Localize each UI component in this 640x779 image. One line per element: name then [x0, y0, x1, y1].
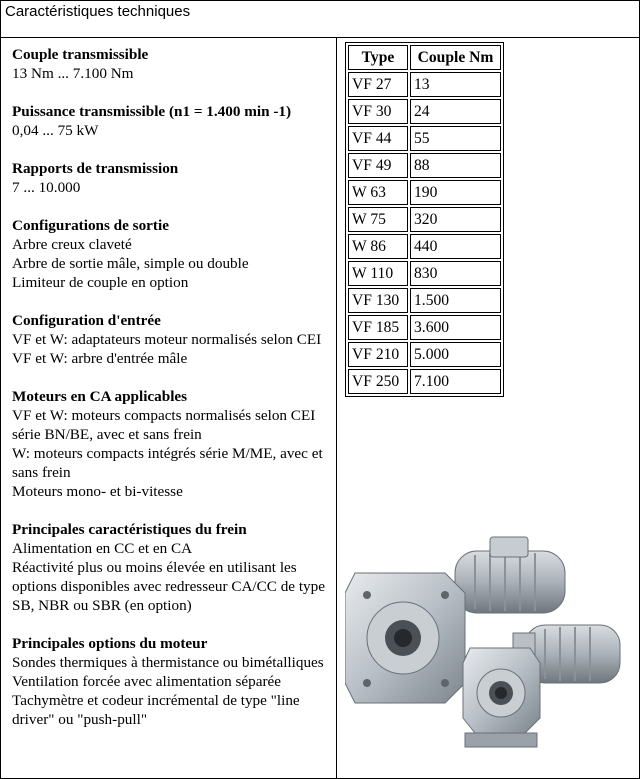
torque-cell: 1.500	[410, 288, 501, 313]
type-cell: VF 185	[348, 315, 408, 340]
torque-table	[345, 42, 504, 397]
section-line: Moteurs mono- et bi-vitesse	[12, 483, 183, 500]
table-row	[348, 261, 501, 286]
table-row	[348, 369, 501, 394]
torque-cell: 5.000	[410, 342, 501, 367]
type-cell: VF 210	[348, 342, 408, 367]
large-motor	[455, 537, 565, 613]
section-line: 7 ... 10.000	[12, 179, 81, 196]
section-line: VF et W: moteurs compacts normalisés selon CEI série BN/BE, avec et sans frein	[12, 407, 316, 443]
column-header-torque: Couple Nm	[410, 45, 501, 70]
table-row	[348, 126, 501, 151]
type-cell: W 110	[348, 261, 408, 286]
section-line: Alimentation en CC et en CA	[12, 540, 193, 557]
page-title: Caractéristiques techniques	[5, 3, 191, 20]
section-line: Arbre creux claveté	[12, 236, 132, 253]
header	[1, 1, 639, 38]
type-cell: VF 30	[348, 99, 408, 124]
table-row	[348, 315, 501, 340]
type-cell: VF 250	[348, 369, 408, 394]
section-heading: Principales caractéristiques du frein	[12, 521, 247, 538]
section-heading: Configuration d'entrée	[12, 312, 161, 329]
spec-section	[12, 634, 334, 729]
table-row	[348, 288, 501, 313]
section-line: 13 Nm ... 7.100 Nm	[12, 65, 134, 82]
torque-cell: 830	[410, 261, 501, 286]
torque-cell: 55	[410, 126, 501, 151]
table-row	[348, 342, 501, 367]
torque-cell: 7.100	[410, 369, 501, 394]
table-header-row	[348, 45, 501, 70]
table-row	[348, 207, 501, 232]
table-row	[348, 72, 501, 97]
section-heading: Principales options du moteur	[12, 635, 208, 652]
spec-section	[12, 311, 334, 368]
torque-cell: 88	[410, 153, 501, 178]
small-gearbox	[463, 648, 540, 747]
section-heading: Puissance transmissible (n1 = 1.400 min -1)	[12, 103, 292, 120]
section-heading: Moteurs en CA applicables	[12, 388, 188, 405]
section-line: Tachymètre et codeur incrémental de type "line driver" ou "push-pull"	[12, 692, 300, 728]
type-cell: W 63	[348, 180, 408, 205]
type-cell: W 75	[348, 207, 408, 232]
section-heading: Configurations de sortie	[12, 217, 169, 234]
spec-section	[12, 102, 334, 140]
gearmotor-photo	[345, 533, 635, 763]
section-line: Ventilation forcée avec alimentation séparée	[12, 673, 282, 690]
large-gearbox	[345, 573, 465, 703]
section-line: Limiteur de couple en option	[12, 274, 189, 291]
section-line: W: moteurs compacts intégrés série M/ME, avec et sans frein	[12, 445, 323, 481]
table-body	[348, 72, 501, 394]
spec-section	[12, 387, 334, 501]
specs-column	[1, 38, 337, 778]
type-cell: W 86	[348, 234, 408, 259]
type-cell: VF 27	[348, 72, 408, 97]
table-column	[337, 38, 639, 778]
torque-cell: 3.600	[410, 315, 501, 340]
section-line: Arbre de sortie mâle, simple ou double	[12, 255, 249, 272]
torque-cell: 440	[410, 234, 501, 259]
section-heading: Couple transmissible	[12, 46, 149, 63]
section-line: VF et W: adaptateurs moteur normalisés selon CEI	[12, 331, 322, 348]
spec-section	[12, 159, 334, 197]
column-header-type: Type	[348, 45, 408, 70]
section-line: VF et W: arbre d'entrée mâle	[12, 350, 188, 367]
spec-section	[12, 45, 334, 83]
torque-cell: 320	[410, 207, 501, 232]
spec-section	[12, 216, 334, 292]
torque-cell: 24	[410, 99, 501, 124]
table-row	[348, 234, 501, 259]
type-cell: VF 130	[348, 288, 408, 313]
section-line: Réactivité plus ou moins élevée en utilisant les options disponibles avec redresseur CA/CC de type SB, NBR ou SBR (en option)	[12, 559, 325, 614]
type-cell: VF 49	[348, 153, 408, 178]
torque-cell: 13	[410, 72, 501, 97]
table-row	[348, 153, 501, 178]
table-row	[348, 180, 501, 205]
table-row	[348, 99, 501, 124]
section-line: Sondes thermiques à thermistance ou bimétalliques	[12, 654, 324, 671]
section-line: 0,04 ... 75 kW	[12, 122, 99, 139]
spec-sections	[12, 45, 334, 748]
spec-section	[12, 520, 334, 615]
section-heading: Rapports de transmission	[12, 160, 179, 177]
torque-cell: 190	[410, 180, 501, 205]
type-cell: VF 44	[348, 126, 408, 151]
